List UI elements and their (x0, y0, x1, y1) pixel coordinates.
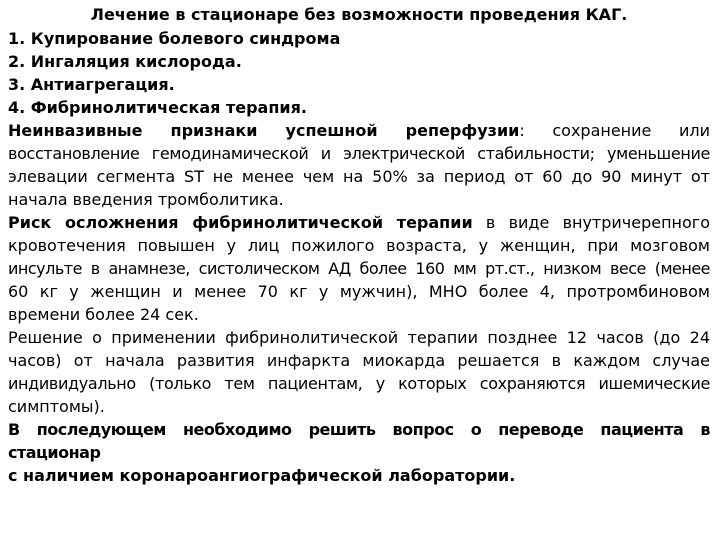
conclusion-paragraph (8, 418, 710, 487)
decision-line-1: Решение о применении фибринолитической терапии позднее 12 часов (до 24 (8, 328, 710, 347)
risk-line-2: кровотечения повышен у лиц пожилого возраста, у женщин, при мозговом (8, 236, 710, 255)
risk-text-1: в виде внутричерепного (472, 213, 711, 232)
reperfusion-heading: Неинвазивные признаки успешной реперфузии (8, 121, 520, 140)
decision-line-3: индивидуально (только тем пациентам, у которых сохраняются ишемические (8, 374, 710, 393)
risk-heading: Риск осложнения фибринолитической терапии (8, 213, 473, 232)
reperfusion-line-1 (8, 119, 710, 142)
conclusion-line-1: В последующем необходимо решить вопрос о переводе пациента в стационар (8, 420, 710, 462)
risk-line-1 (8, 211, 710, 234)
step-1: 1. Купирование болевого синдрома (8, 29, 341, 48)
reperfusion-line-4: начала введения тромболитика. (8, 190, 284, 209)
slide-title: Лечение в стационаре без возможности проведения КАГ. (90, 5, 628, 24)
decision-line-2: часов) от начала развития инфаркта миокарда решается в каждом случае (8, 351, 710, 370)
step-3: 3. Антиагрегация. (8, 75, 175, 94)
conclusion-line-2: с наличием коронароангиографической лаборатории. (8, 466, 516, 485)
decision-line-4: симптомы). (8, 397, 105, 416)
decision-paragraph (8, 326, 710, 418)
reperfusion-line-2: восстановление гемодинамической и электрической стабильности; уменьшение (8, 144, 710, 163)
reperfusion-line-3: элевации сегмента ST не менее чем на 50% за период от 60 до 90 минут от (8, 167, 710, 186)
step-2: 2. Ингаляция кислорода. (8, 52, 242, 71)
step-4: 4. Фибринолитическая терапия. (8, 98, 307, 117)
reperfusion-text-1: : сохранение или (519, 121, 711, 140)
reperfusion-paragraph (8, 119, 710, 211)
risk-line-4: 60 кг у женщин и менее 70 кг у мужчин), МНО более 4, протромбиновом (8, 282, 710, 301)
risk-line-5: времени более 24 сек. (8, 305, 199, 324)
risk-paragraph (8, 211, 710, 326)
risk-line-3: инсульте в анамнезе, систолическом АД более 160 мм рт.ст., низком весе (менее (8, 259, 710, 278)
